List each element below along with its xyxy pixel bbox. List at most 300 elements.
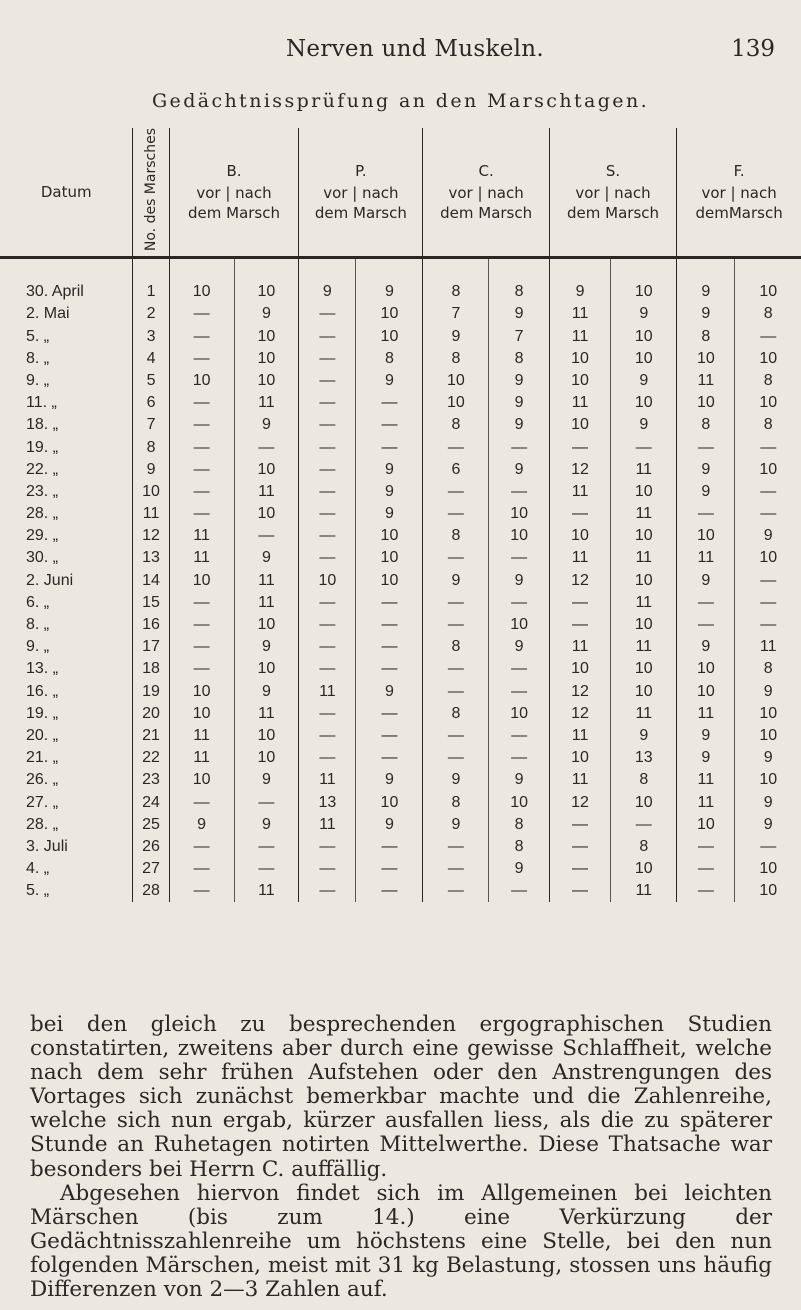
p-before-cell: —: [299, 858, 356, 880]
s-before-cell: —: [549, 503, 611, 525]
p-after-cell: —: [356, 636, 423, 658]
b-after-cell: 11: [234, 592, 299, 614]
c-after-cell: —: [489, 592, 549, 614]
b-before-cell: —: [169, 326, 234, 348]
c-after-cell: 9: [489, 769, 549, 791]
p-before-cell: —: [299, 436, 356, 458]
c-after-cell: 10: [489, 614, 549, 636]
b-before-cell: —: [169, 658, 234, 680]
p-before-cell: —: [299, 326, 356, 348]
f-after-cell: —: [735, 503, 801, 525]
s-after-cell: 8: [611, 769, 677, 791]
s-after-cell: 9: [611, 370, 677, 392]
s-before-cell: 11: [549, 392, 611, 414]
p-before-cell: —: [299, 703, 356, 725]
s-after-cell: 10: [611, 481, 677, 503]
date-cell: 2. Mai: [26, 305, 70, 323]
march-number-cell: 6: [133, 392, 169, 414]
march-number-cell: 24: [133, 791, 169, 813]
table-row: [0, 658, 801, 680]
f-before-cell: 9: [677, 570, 735, 592]
p-before-cell: —: [299, 547, 356, 569]
date-cell: 16. „: [26, 682, 59, 700]
p-after-cell: 10: [356, 791, 423, 813]
s-after-cell: 9: [611, 725, 677, 747]
p-before-cell: —: [299, 636, 356, 658]
march-number-cell: 21: [133, 725, 169, 747]
s-before-cell: 11: [549, 303, 611, 325]
b-before-cell: —: [169, 414, 234, 436]
header-group-b: [169, 128, 299, 258]
s-before-cell: 11: [549, 481, 611, 503]
f-after-cell: 8: [735, 370, 801, 392]
date-cell: 9. „: [26, 371, 50, 389]
b-after-cell: 11: [234, 392, 299, 414]
b-after-cell: 10: [234, 747, 299, 769]
b-after-cell: 9: [234, 414, 299, 436]
s-after-cell: 11: [611, 636, 677, 658]
header-group-c: [423, 128, 549, 258]
c-after-cell: 10: [489, 703, 549, 725]
p-after-cell: 9: [356, 769, 423, 791]
table-row: [0, 725, 801, 747]
s-before-cell: 11: [549, 326, 611, 348]
march-number-cell: 27: [133, 858, 169, 880]
f-before-cell: —: [677, 436, 735, 458]
march-number-cell: 25: [133, 814, 169, 836]
date-cell: 28. „: [26, 815, 59, 833]
p-after-cell: —: [356, 880, 423, 902]
f-after-cell: 8: [735, 658, 801, 680]
c-before-cell: 7: [423, 303, 489, 325]
c-after-cell: —: [489, 681, 549, 703]
table-row: [0, 681, 801, 703]
group-name: P.: [355, 162, 367, 181]
f-after-cell: 9: [735, 681, 801, 703]
s-before-cell: 10: [549, 370, 611, 392]
c-after-cell: —: [489, 547, 549, 569]
group-sub-before-after: vor | nach: [575, 184, 651, 203]
c-before-cell: —: [423, 436, 489, 458]
b-before-cell: —: [169, 348, 234, 370]
s-after-cell: 10: [611, 681, 677, 703]
date-cell: 26. „: [26, 771, 59, 789]
header-group-p: [299, 128, 423, 258]
b-after-cell: 10: [234, 614, 299, 636]
c-before-cell: 8: [423, 791, 489, 813]
f-after-cell: —: [735, 481, 801, 503]
c-before-cell: —: [423, 592, 489, 614]
b-before-cell: —: [169, 303, 234, 325]
march-number-cell: 15: [133, 592, 169, 614]
paragraph-2: Abgesehen hiervon findet sich im Allgemeinen bei leichten Märschen (bis zum 14.) eine Verkürzung der Gedächtnisszahlenreihe um höchstens eine Stelle, bei den nun folgenden Märschen, meist mit 31 kg Belastung, stossen uns häufig Differenzen von 2—3 Zahlen auf.: [30, 1180, 772, 1303]
march-number-cell: 18: [133, 658, 169, 680]
b-before-cell: —: [169, 436, 234, 458]
p-before-cell: —: [299, 725, 356, 747]
group-name: B.: [226, 162, 242, 181]
c-after-cell: 8: [489, 258, 549, 304]
table-row: [0, 880, 801, 902]
p-after-cell: 10: [356, 326, 423, 348]
table-row: [0, 769, 801, 791]
p-after-cell: 9: [356, 681, 423, 703]
c-after-cell: 8: [489, 348, 549, 370]
b-before-cell: 11: [169, 547, 234, 569]
march-number-cell: 11: [133, 503, 169, 525]
f-before-cell: 9: [677, 636, 735, 658]
b-after-cell: 10: [234, 503, 299, 525]
f-before-cell: 11: [677, 370, 735, 392]
f-after-cell: 10: [735, 459, 801, 481]
f-after-cell: 11: [735, 636, 801, 658]
c-before-cell: —: [423, 858, 489, 880]
s-before-cell: —: [549, 614, 611, 636]
table-row: [0, 614, 801, 636]
p-before-cell: —: [299, 348, 356, 370]
date-cell: 5. „: [26, 882, 50, 900]
date-cell: 8. „: [26, 349, 50, 367]
c-after-cell: —: [489, 658, 549, 680]
p-after-cell: 9: [356, 258, 423, 304]
b-before-cell: 11: [169, 525, 234, 547]
s-before-cell: 12: [549, 703, 611, 725]
c-before-cell: 10: [423, 370, 489, 392]
f-after-cell: —: [735, 436, 801, 458]
s-after-cell: 11: [611, 592, 677, 614]
c-before-cell: 8: [423, 258, 489, 304]
c-after-cell: 10: [489, 503, 549, 525]
f-after-cell: 10: [735, 348, 801, 370]
date-cell: 19. „: [26, 438, 59, 456]
p-before-cell: —: [299, 747, 356, 769]
p-after-cell: 10: [356, 570, 423, 592]
f-after-cell: 9: [735, 791, 801, 813]
b-after-cell: 9: [234, 547, 299, 569]
table-row: [0, 703, 801, 725]
s-after-cell: 10: [611, 614, 677, 636]
b-after-cell: 9: [234, 681, 299, 703]
c-before-cell: —: [423, 681, 489, 703]
f-after-cell: 10: [735, 547, 801, 569]
date-cell: 5. „: [26, 327, 50, 345]
s-before-cell: 10: [549, 658, 611, 680]
date-cell: 11. „: [26, 394, 57, 412]
f-after-cell: 10: [735, 392, 801, 414]
c-before-cell: 8: [423, 525, 489, 547]
march-number-cell: 13: [133, 547, 169, 569]
group-sub-march: dem Marsch: [567, 204, 660, 223]
march-number-cell: 23: [133, 769, 169, 791]
b-before-cell: —: [169, 858, 234, 880]
f-before-cell: 8: [677, 414, 735, 436]
p-after-cell: —: [356, 658, 423, 680]
table-row: [0, 303, 801, 325]
f-before-cell: 10: [677, 814, 735, 836]
c-after-cell: —: [489, 880, 549, 902]
march-number-cell: 7: [133, 414, 169, 436]
b-before-cell: —: [169, 636, 234, 658]
f-before-cell: 11: [677, 547, 735, 569]
f-before-cell: 8: [677, 326, 735, 348]
march-number-cell: 28: [133, 880, 169, 902]
b-before-cell: 10: [169, 258, 234, 304]
c-after-cell: —: [489, 481, 549, 503]
p-before-cell: —: [299, 303, 356, 325]
march-number-cell: 20: [133, 703, 169, 725]
p-after-cell: 9: [356, 814, 423, 836]
b-after-cell: —: [234, 836, 299, 858]
s-after-cell: 10: [611, 791, 677, 813]
f-after-cell: —: [735, 614, 801, 636]
p-before-cell: —: [299, 481, 356, 503]
p-before-cell: —: [299, 592, 356, 614]
s-before-cell: —: [549, 814, 611, 836]
s-before-cell: —: [549, 436, 611, 458]
s-after-cell: 11: [611, 880, 677, 902]
p-after-cell: 10: [356, 303, 423, 325]
f-before-cell: 10: [677, 658, 735, 680]
b-after-cell: —: [234, 791, 299, 813]
p-before-cell: —: [299, 880, 356, 902]
march-number-cell: 3: [133, 326, 169, 348]
s-before-cell: 11: [549, 769, 611, 791]
table-row: [0, 370, 801, 392]
p-after-cell: —: [356, 836, 423, 858]
c-after-cell: 8: [489, 836, 549, 858]
p-before-cell: —: [299, 503, 356, 525]
b-after-cell: 9: [234, 636, 299, 658]
c-before-cell: 9: [423, 769, 489, 791]
group-name: C.: [478, 162, 494, 181]
date-cell: 6. „: [26, 593, 50, 611]
table-row: [0, 348, 801, 370]
p-after-cell: —: [356, 747, 423, 769]
b-after-cell: —: [234, 858, 299, 880]
s-before-cell: —: [549, 880, 611, 902]
p-before-cell: 13: [299, 791, 356, 813]
f-before-cell: 11: [677, 791, 735, 813]
header-group-f: [677, 128, 801, 258]
b-after-cell: 10: [234, 658, 299, 680]
c-before-cell: 9: [423, 814, 489, 836]
p-after-cell: —: [356, 436, 423, 458]
march-number-cell: 5: [133, 370, 169, 392]
f-after-cell: —: [735, 326, 801, 348]
c-after-cell: 9: [489, 392, 549, 414]
march-number-cell: 17: [133, 636, 169, 658]
c-after-cell: —: [489, 436, 549, 458]
c-before-cell: —: [423, 547, 489, 569]
date-cell: 4. „: [26, 860, 50, 878]
p-before-cell: —: [299, 392, 356, 414]
march-number-cell: 9: [133, 459, 169, 481]
paragraph-1: bei den gleich zu besprechenden ergographischen Studien constatirten, zweitens aber durch eine gewisse Schlaffheit, welche nach dem sehr frühen Aufstehen oder den Anstrengungen des Vortages sich zunächst bemerkbar machte und die Zahlenreihe, welche sich nun ergab, kürzer ausfallen liess, als die zu späterer Stunde an Ruhetagen notirten Mittelwerthe. Diese Thatsache war besonders bei Herrn C. auffällig.: [30, 1012, 772, 1182]
p-after-cell: 8: [356, 348, 423, 370]
s-after-cell: 9: [611, 414, 677, 436]
s-before-cell: 10: [549, 414, 611, 436]
table-row: [0, 459, 801, 481]
s-before-cell: 10: [549, 747, 611, 769]
b-after-cell: 11: [234, 570, 299, 592]
march-number-cell: 19: [133, 681, 169, 703]
c-after-cell: 10: [489, 791, 549, 813]
group-name: F.: [733, 162, 745, 181]
date-cell: 30. „: [26, 549, 59, 567]
f-after-cell: 10: [735, 769, 801, 791]
s-after-cell: 10: [611, 258, 677, 304]
date-cell: 9. „: [26, 638, 50, 656]
p-after-cell: —: [356, 703, 423, 725]
c-before-cell: 9: [423, 326, 489, 348]
table-row: [0, 547, 801, 569]
table-row: [0, 258, 801, 304]
s-before-cell: 9: [549, 258, 611, 304]
c-after-cell: 9: [489, 570, 549, 592]
s-before-cell: 11: [549, 547, 611, 569]
p-after-cell: —: [356, 592, 423, 614]
date-cell: 22. „: [26, 460, 59, 478]
date-cell: 8. „: [26, 616, 50, 634]
f-before-cell: 10: [677, 681, 735, 703]
running-head-title: Nerven und Muskeln.: [286, 36, 545, 62]
date-cell: 27. „: [26, 793, 59, 811]
f-before-cell: 9: [677, 459, 735, 481]
c-after-cell: —: [489, 725, 549, 747]
b-before-cell: —: [169, 459, 234, 481]
p-before-cell: —: [299, 658, 356, 680]
table-row: [0, 636, 801, 658]
body-text: [30, 1013, 772, 1302]
p-after-cell: 9: [356, 481, 423, 503]
table-row: [0, 525, 801, 547]
c-before-cell: 9: [423, 570, 489, 592]
table-row: [0, 392, 801, 414]
table-row: [0, 503, 801, 525]
f-before-cell: 10: [677, 392, 735, 414]
group-sub-before-after: vor | nach: [196, 184, 272, 203]
p-before-cell: 10: [299, 570, 356, 592]
table-row: [0, 570, 801, 592]
b-after-cell: 10: [234, 258, 299, 304]
s-after-cell: 11: [611, 547, 677, 569]
s-before-cell: 11: [549, 725, 611, 747]
b-after-cell: 11: [234, 880, 299, 902]
s-before-cell: 12: [549, 570, 611, 592]
march-number-cell: 14: [133, 570, 169, 592]
p-after-cell: —: [356, 392, 423, 414]
c-before-cell: —: [423, 614, 489, 636]
c-before-cell: 6: [423, 459, 489, 481]
header-datum: Datum: [0, 128, 133, 258]
table-row: [0, 791, 801, 813]
page-number: 139: [731, 36, 775, 62]
p-after-cell: 9: [356, 370, 423, 392]
b-before-cell: 11: [169, 747, 234, 769]
march-number-cell: 22: [133, 747, 169, 769]
f-after-cell: —: [735, 592, 801, 614]
b-before-cell: —: [169, 392, 234, 414]
c-after-cell: 8: [489, 814, 549, 836]
p-before-cell: —: [299, 614, 356, 636]
c-after-cell: 9: [489, 303, 549, 325]
table-row: [0, 326, 801, 348]
group-sub-march: dem Marsch: [314, 204, 407, 223]
b-after-cell: —: [234, 436, 299, 458]
b-before-cell: 9: [169, 814, 234, 836]
p-before-cell: 9: [299, 258, 356, 304]
table-title: Gedächtnissprüfung an den Marschtagen.: [151, 90, 650, 112]
p-after-cell: —: [356, 414, 423, 436]
p-before-cell: —: [299, 414, 356, 436]
f-after-cell: 10: [735, 703, 801, 725]
s-after-cell: —: [611, 436, 677, 458]
table-row: [0, 814, 801, 836]
date-cell: 20. „: [26, 726, 59, 744]
date-cell: 23. „: [26, 482, 59, 500]
group-sub-march: dem Marsch: [440, 204, 533, 223]
c-before-cell: 8: [423, 348, 489, 370]
date-cell: 2. Juni: [26, 571, 74, 589]
s-after-cell: 8: [611, 836, 677, 858]
f-before-cell: 11: [677, 769, 735, 791]
march-number-cell: 10: [133, 481, 169, 503]
group-name: S.: [605, 162, 621, 181]
p-after-cell: 9: [356, 503, 423, 525]
c-before-cell: 8: [423, 703, 489, 725]
b-after-cell: 10: [234, 459, 299, 481]
p-after-cell: 10: [356, 547, 423, 569]
c-after-cell: 9: [489, 636, 549, 658]
b-before-cell: 10: [169, 681, 234, 703]
p-after-cell: 10: [356, 525, 423, 547]
f-before-cell: 11: [677, 703, 735, 725]
s-after-cell: 11: [611, 703, 677, 725]
f-before-cell: —: [677, 858, 735, 880]
s-after-cell: 9: [611, 303, 677, 325]
c-after-cell: 9: [489, 370, 549, 392]
group-sub-before-after: vor | nach: [701, 184, 777, 203]
b-after-cell: 10: [234, 370, 299, 392]
p-before-cell: —: [299, 836, 356, 858]
date-cell: 29. „: [26, 527, 59, 545]
f-after-cell: 10: [735, 858, 801, 880]
header-march-number: [133, 128, 169, 258]
header-group-s: [549, 128, 676, 258]
table-row: [0, 481, 801, 503]
b-after-cell: —: [234, 525, 299, 547]
s-after-cell: 13: [611, 747, 677, 769]
s-after-cell: 10: [611, 658, 677, 680]
march-number-cell: 2: [133, 303, 169, 325]
f-before-cell: 9: [677, 258, 735, 304]
f-after-cell: 10: [735, 880, 801, 902]
group-sub-before-after: vor | nach: [323, 184, 399, 203]
p-after-cell: —: [356, 614, 423, 636]
f-before-cell: 9: [677, 481, 735, 503]
table-row: [0, 836, 801, 858]
p-before-cell: 11: [299, 769, 356, 791]
b-after-cell: 10: [234, 725, 299, 747]
c-before-cell: —: [423, 836, 489, 858]
date-cell: 21. „: [26, 749, 59, 767]
date-cell: 28. „: [26, 505, 59, 523]
b-before-cell: 11: [169, 725, 234, 747]
f-before-cell: 9: [677, 303, 735, 325]
s-after-cell: —: [611, 814, 677, 836]
table-row: [0, 436, 801, 458]
f-after-cell: 10: [735, 258, 801, 304]
c-before-cell: —: [423, 725, 489, 747]
